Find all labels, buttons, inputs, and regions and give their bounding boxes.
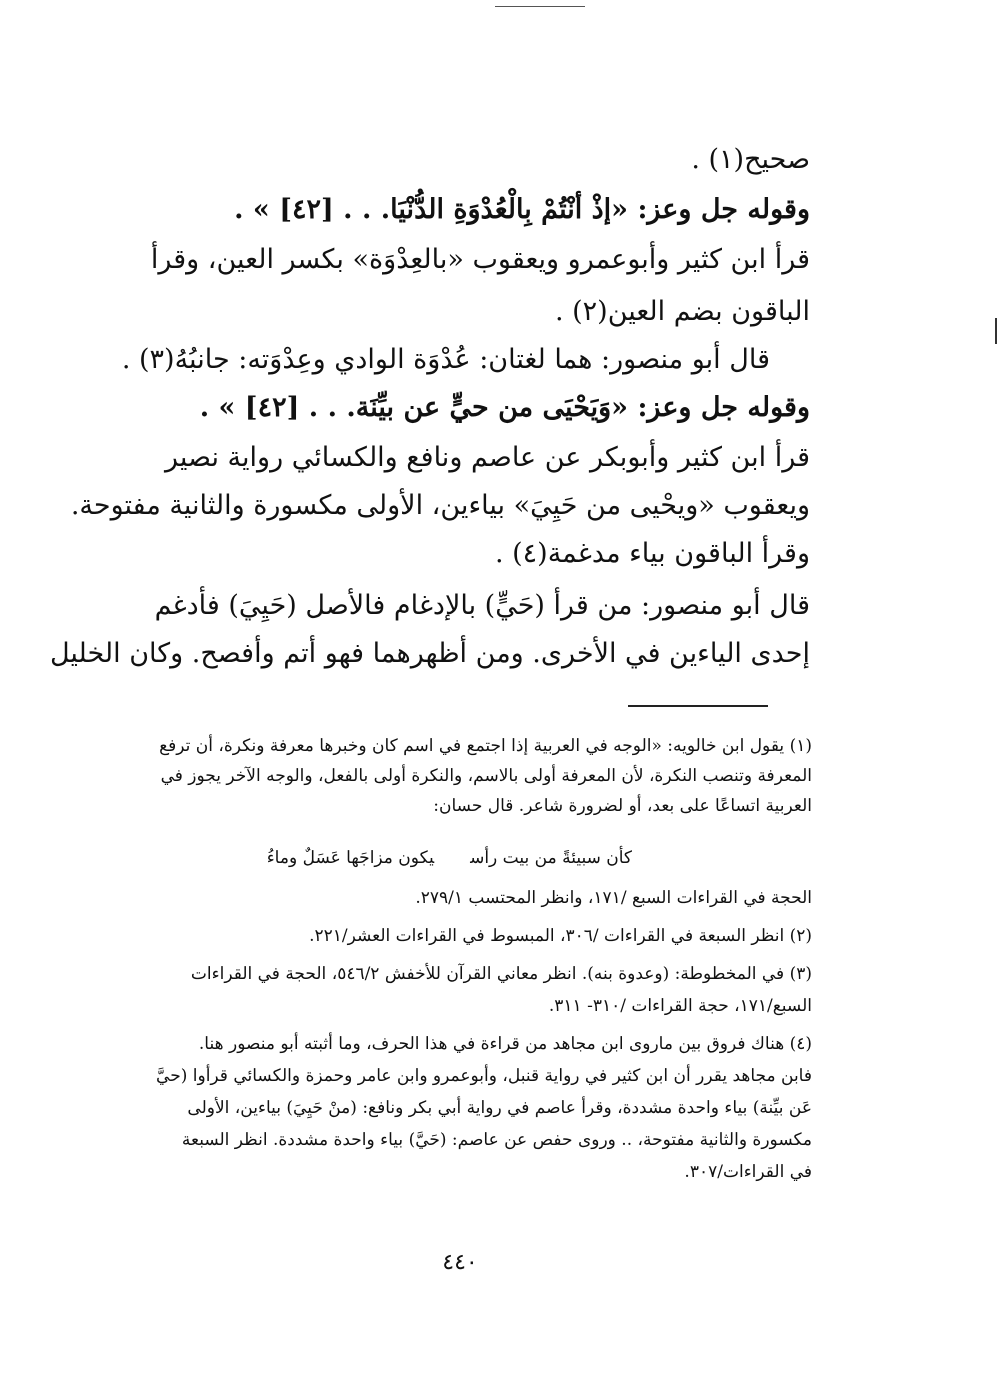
footnote-line-2: المعرفة وتنصب النكرة، لأن المعرفة أولى بالاسم، والنكرة أولى بالفعل، والوجه الآخر يجوز في [160, 766, 812, 786]
main-line-5: قال أبو منصور: هما لغتان: عُدْوَة الوادي وعِدْوَته: جانبُهُ(٣) . [121, 344, 770, 375]
verse-hemistich-2: يكون مزاجَها عَسَلٌ وماءُ [266, 848, 435, 868]
main-line-10: قال أبو منصور: من قرأ (حَيٍّ) بالإدغام فالأصل (حَيِيَ) فأدغم [154, 590, 810, 621]
main-line-3: قرأ ابن كثير وأبوعمرو ويعقوب «بالعِدْوَة» بكسر العين، وقرأ [150, 244, 810, 275]
page-number: ٤٤٠ [442, 1250, 478, 1275]
footnote-line-7: السبع/١٧١، حجة القراءات /٣١٠- ٣١١. [548, 996, 812, 1016]
footnote-line-10: عَن بيِّنة) بياء واحدة مشددة، وقرأ عاصم في رواية أبي بكر ونافع: (منْ حَيِيَ) بياءين، الأولى [187, 1098, 812, 1118]
verse-hemistich-1: كأن سبيئةً من بيت رأس [470, 848, 632, 868]
top-rule [495, 6, 585, 7]
main-line-11: إحدى الياءين في الأخرى. ومن أظهرهما فهو أتم وأفصح. وكان الخليل [49, 638, 810, 669]
main-line-6: وقوله جل وعز: «وَيَحْيَى من حيٍّ عن بيِّنَة. . . [٤٢] » . [199, 392, 810, 423]
main-line-2: وقوله جل وعز: «إذْ أنْتُمْ بِالْعُدْوَةِ الدُّنْيَا. . . [٤٢] » . [234, 194, 810, 225]
main-line-7: قرأ ابن كثير وأبوبكر عن عاصم ونافع والكسائي رواية نصير [165, 442, 810, 473]
footnote-line-12: في القراءات/٣٠٧. [684, 1162, 812, 1182]
footnote-line-11: مكسورة والثانية مفتوحة، .. وروى حفص عن عاصم: (حَيَّ) بياء واحدة مشددة. انظر السبعة [181, 1130, 812, 1150]
footnote-line-1: (١) يقول ابن خالويه: «الوجه في العربية إذا اجتمع في اسم كان وخبرها معرفة ونكرة، أن ترفع [159, 736, 812, 756]
main-line-9: وقرأ الباقون بياء مدغمة(٤) . [494, 538, 810, 569]
footnote-line-6: (٣) في المخطوطة: (وعدوة بنه). انظر معاني القرآن للأخفش ٥٤٦/٢، الحجة في القراءات [190, 964, 812, 984]
main-line-1: صحيح(١) . [691, 144, 810, 175]
footnote-line-8: (٤) هناك فروق بين ماروى ابن مجاهد من قراءة في هذا الحرف، وما أثبته أبو منصور هنا. [198, 1034, 812, 1054]
footnote-line-9: فابن مجاهد يقرر أن ابن كثير في رواية قنبل، وأبوعمرو وابن عامر وحمزة والكسائي قرأوا (حيَّ [156, 1066, 812, 1086]
main-line-8: ويعقوب «ويحْيى من حَيِيَ» بياءين، الأولى مكسورة والثانية مفتوحة. [70, 490, 810, 521]
poem-verse [266, 845, 650, 871]
margin-mark [995, 318, 997, 344]
footnote-line-5: (٢) انظر السبعة في القراءات /٣٠٦، المبسوط في القراءات العشر/٢٢١. [309, 926, 812, 946]
footnote-line-3: العربية اتساعًا على بعد، أو لضرورة شاعر. قال حسان: [433, 796, 812, 816]
main-line-4: الباقون بضم العين(٢) . [554, 296, 810, 327]
footnote-line-4: الحجة في القراءات السبع /١٧١، وانظر المحتسب ٢٧٩/١. [415, 888, 812, 908]
footnote-separator [628, 705, 768, 707]
